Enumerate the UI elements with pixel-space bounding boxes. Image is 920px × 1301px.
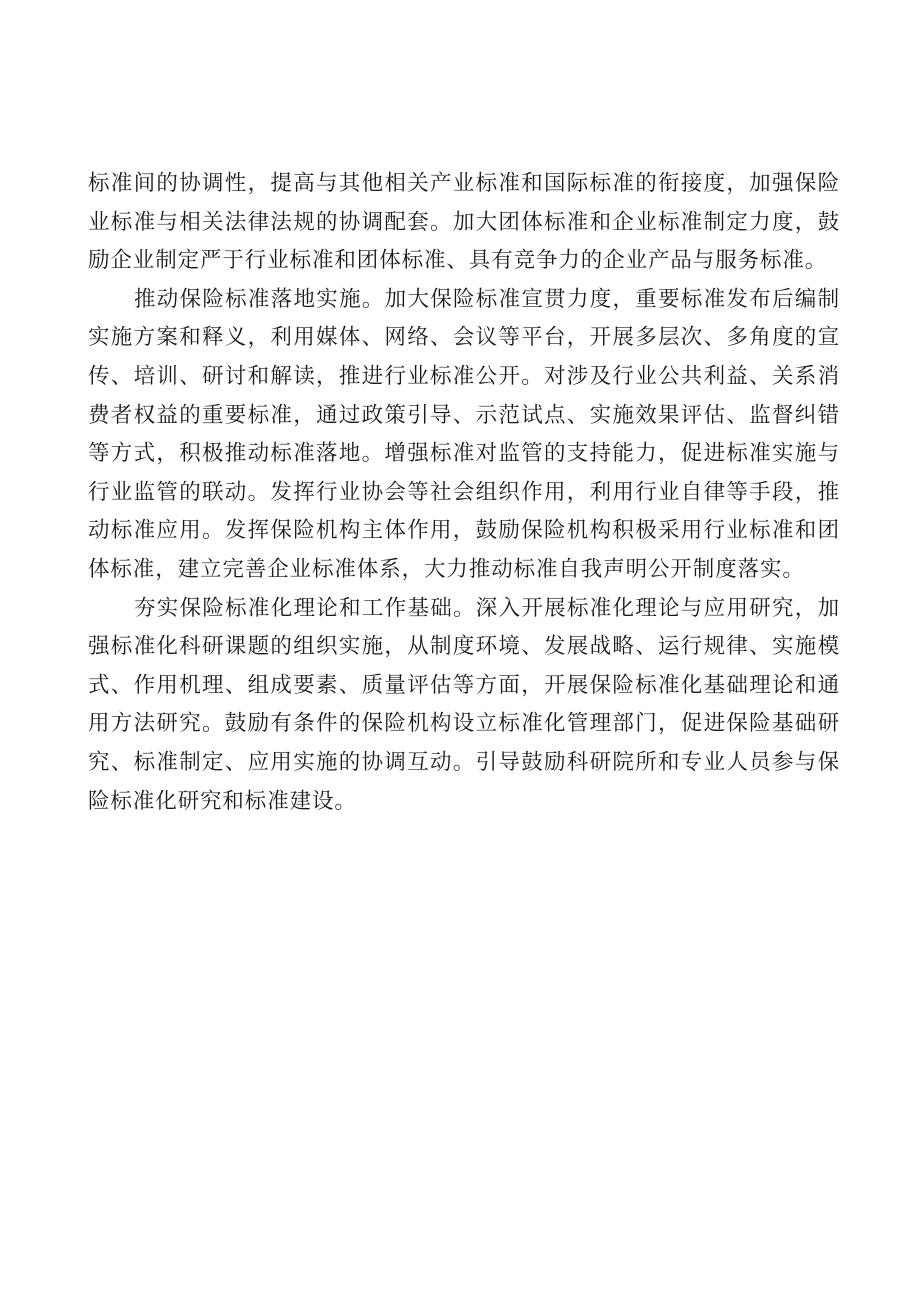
paragraph-standards-theory-foundation: 夯实保险标准化理论和工作基础。深入开展标准化理论与应用研究，加强标准化科研课题的组织实施，从制度环境、发展战略、运行规律、实施模式、作用机理、组成要素、质量评估等方面，开展保险标准化基础理论和通用方法研究。鼓励有条件的保险机构设立标准化管理部门，促进保险基础研究、标准制定、应用实施的协调互动。引导鼓励科研院所和专业人员参与保险标准化研究和标准建设。 <box>88 595 840 814</box>
document-body <box>88 165 840 821</box>
paragraph-standards-implementation: 推动保险标准落地实施。加大保险标准宣贯力度，重要标准发布后编制实施方案和释义，利用媒体、网络、会议等平台，开展多层次、多角度的宣传、培训、研讨和解读，推进行业标准公开。对涉及行业公共利益、关系消费者权益的重要标准，通过政策引导、示范试点、实施效果评估、监督纠错等方式，积极推动标准落地。增强标准对监管的支持能力，促进标准实施与行业监管的联动。发挥行业协会等社会组织作用，利用行业自律等手段，推动标准应用。发挥保险机构主体作用，鼓励保险机构积极采用行业标准和团体标准，建立完善企业标准体系，大力推动标准自我声明公开制度落实。 <box>88 286 840 582</box>
paragraph-standards-coordination: 标准间的协调性，提高与其他相关产业标准和国际标准的衔接度，加强保险业标准与相关法律法规的协调配套。加大团体标准和企业标准制定力度，鼓励企业制定严于行业标准和团体标准、具有竞争力的企业产品与服务标准。 <box>88 171 840 274</box>
